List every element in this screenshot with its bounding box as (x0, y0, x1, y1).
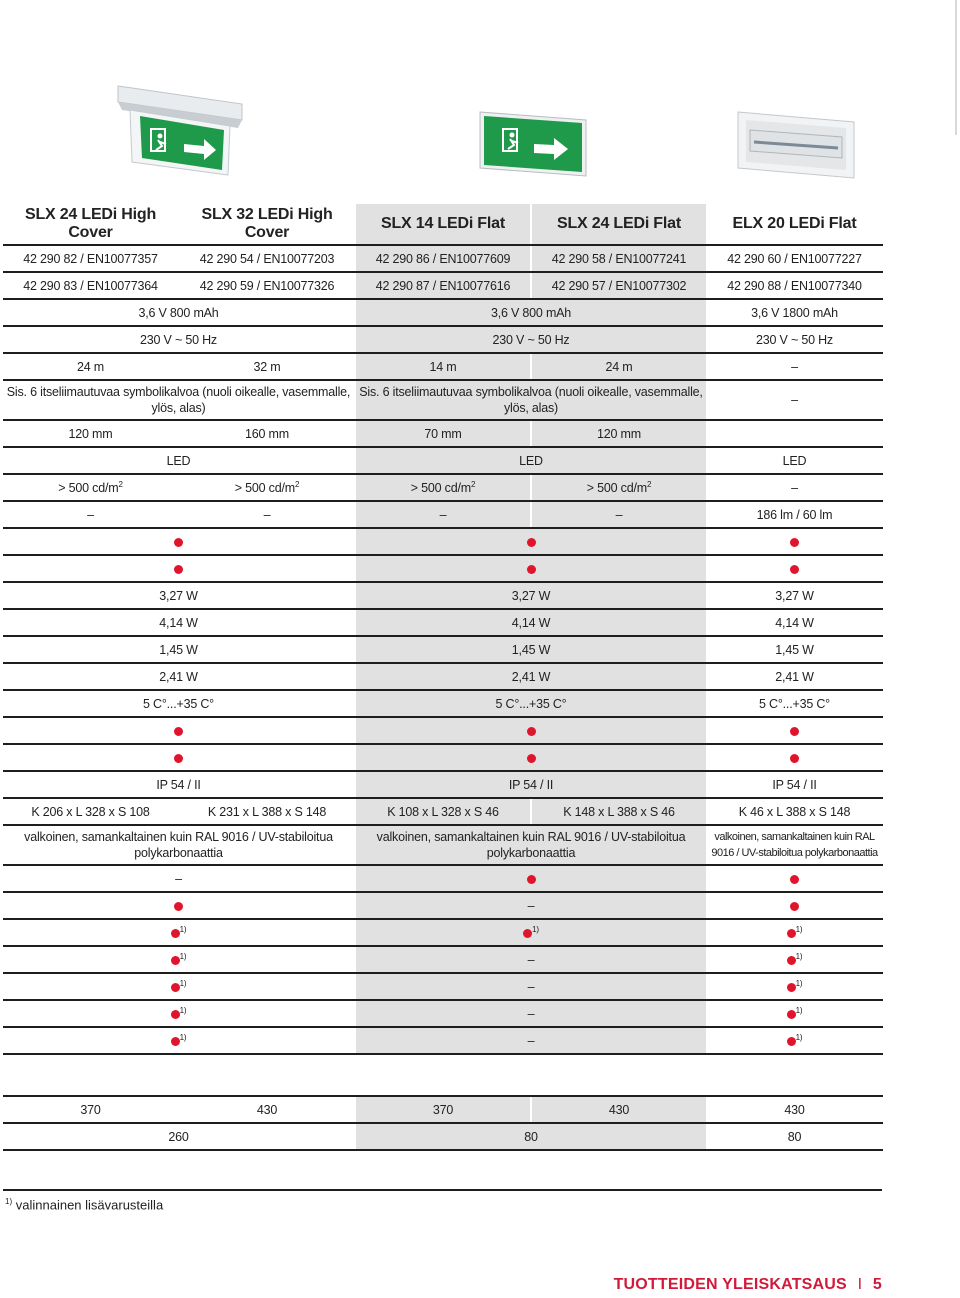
page-number: 5 (872, 1276, 882, 1293)
luminance-cell: > 500 $cd/m^2$ (355, 474, 531, 501)
lumen-cell: – (355, 501, 531, 528)
power-cell: 2,41 W (707, 663, 882, 690)
code-cell: 42 290 82 / EN10077357 (3, 245, 179, 272)
distance-cell: – (707, 353, 882, 380)
dimensions-cell: K 148 x L 388 x S 46 (531, 798, 707, 825)
feature-dot-icon (527, 538, 536, 547)
dimensions-cell: K 206 x L 328 x S 108 (3, 798, 179, 825)
section-title: TUOTTEIDEN YLEISKATSAUS (613, 1276, 847, 1293)
table-row (3, 717, 882, 744)
power-cell: 1,45 W (707, 636, 882, 663)
page-edge-line (955, 0, 957, 135)
dimensions-cell: K 231 x L 388 x S 148 (179, 798, 355, 825)
luminance-cell: > 500 $cd/m^2$ (179, 474, 355, 501)
table-row (3, 771, 882, 798)
table-row (3, 555, 882, 582)
table-row (3, 299, 882, 326)
product-name: SLX 24 LEDi Flat (531, 204, 707, 245)
feature-dot-icon (787, 1010, 796, 1019)
feature-cell (355, 528, 707, 555)
slx-flat-product-image (474, 108, 592, 180)
optional-feature-cell: 1) (355, 919, 707, 946)
feature-dot-icon (790, 875, 799, 884)
voltage-cell: 230 V ~ 50 Hz (707, 326, 882, 353)
number-cell: 370 (355, 1096, 531, 1123)
empty-cell (3, 1054, 882, 1096)
feature-dot-icon (174, 902, 183, 911)
lumen-cell: – (531, 501, 707, 528)
feature-dot-icon (171, 1010, 180, 1019)
optional-feature-cell: 1) (3, 946, 355, 973)
slx-high-cover-product-image (110, 80, 250, 185)
battery-cell: 3,6 V 800 mAh (355, 299, 707, 326)
symbol-height-cell: 160 mm (179, 420, 355, 447)
table-row (3, 380, 882, 420)
table-row (3, 528, 882, 555)
power-cell: 3,27 W (3, 582, 355, 609)
feature-cell (355, 744, 707, 771)
feature-dot-icon (787, 929, 796, 938)
table-row (3, 1027, 882, 1054)
material-cell: valkoinen, samankaltainen kuin RAL 9016 / UV-stabiloitua polykarbonaattia (3, 825, 355, 865)
temperature-cell: 5 C°...+35 C° (3, 690, 355, 717)
feature-dot-icon (790, 902, 799, 911)
table-row (3, 690, 882, 717)
power-cell: 4,14 W (355, 609, 707, 636)
feature-dot-icon (787, 956, 796, 965)
feature-dot-icon (527, 565, 536, 574)
table-row (3, 582, 882, 609)
table-row (3, 1096, 882, 1123)
temperature-cell: 5 C°...+35 C° (355, 690, 707, 717)
material-cell: valkoinen, samankaltainen kuin RAL 9016 / UV-stabiloitua polykarbonaattia (707, 825, 882, 865)
luminance-cell: > 500 $cd/m^2$ (531, 474, 707, 501)
feature-cell (3, 717, 355, 744)
table-row (3, 892, 882, 919)
table-row (3, 1054, 882, 1096)
optional-feature-cell: 1) (3, 973, 355, 1000)
footnote: $^{1)}$ valinnainen lisävarusteilla (5, 1197, 164, 1213)
luminance-cell: > 500 $cd/m^2$ (3, 474, 179, 501)
feature-dot-icon (171, 983, 180, 992)
feature-cell (3, 892, 355, 919)
lumen-cell: 186 lm / 60 lm (707, 501, 882, 528)
table-row (3, 919, 882, 946)
light-source-cell: LED (707, 447, 882, 474)
power-cell: 3,27 W (355, 582, 707, 609)
symbol-height-cell: 120 mm (3, 420, 179, 447)
feature-dot-icon (174, 565, 183, 574)
elx-flat-product-image (734, 108, 858, 184)
number-cell: 80 (707, 1123, 882, 1150)
feature-dot-icon (174, 538, 183, 547)
code-cell: 42 290 59 / EN10077326 (179, 272, 355, 299)
optional-feature-cell: 1) (3, 1000, 355, 1027)
table-row (3, 501, 882, 528)
power-cell: 2,41 W (355, 663, 707, 690)
number-cell: 430 (531, 1096, 707, 1123)
table-row (3, 973, 882, 1000)
table-row (3, 636, 882, 663)
feature-dot-icon (171, 1037, 180, 1046)
distance-cell: 24 m (3, 353, 179, 380)
symbol-height-cell: 120 mm (531, 420, 707, 447)
code-cell: 42 290 60 / EN10077227 (707, 245, 882, 272)
pictogram-cell: – (707, 380, 882, 420)
table-row (3, 946, 882, 973)
power-cell: 2,41 W (3, 663, 355, 690)
optional-feature-cell: 1) (3, 1027, 355, 1054)
table-row (3, 1000, 882, 1027)
code-cell: 42 290 57 / EN10077302 (531, 272, 707, 299)
feature-cell (707, 865, 882, 892)
feature-dot-icon (174, 727, 183, 736)
code-cell: 42 290 54 / EN10077203 (179, 245, 355, 272)
table-row (3, 272, 882, 299)
feature-dot-icon (790, 565, 799, 574)
number-cell: 370 (3, 1096, 179, 1123)
feature-dot-icon (174, 754, 183, 763)
power-cell: 4,14 W (707, 609, 882, 636)
feature-dot-icon (171, 929, 180, 938)
optional-feature-cell: 1) (707, 973, 882, 1000)
light-source-cell: LED (3, 447, 355, 474)
power-cell: 1,45 W (355, 636, 707, 663)
ip-class-cell: IP 54 / II (3, 771, 355, 798)
lumen-cell: – (179, 501, 355, 528)
code-cell: 42 290 83 / EN10077364 (3, 272, 179, 299)
empty-cell (707, 420, 882, 447)
feature-dot-icon (790, 727, 799, 736)
feature-dot-icon (790, 538, 799, 547)
distance-cell: 14 m (355, 353, 531, 380)
feature-dot-icon (527, 727, 536, 736)
page-footer (614, 1276, 882, 1294)
ip-class-cell: IP 54 / II (707, 771, 882, 798)
feature-dot-icon (787, 983, 796, 992)
optional-feature-cell: 1) (707, 1000, 882, 1027)
code-cell: 42 290 58 / EN10077241 (531, 245, 707, 272)
feature-cell (707, 744, 882, 771)
table-row (3, 744, 882, 771)
optional-feature-cell: 1) (707, 1027, 882, 1054)
table-bottom-rule (3, 1189, 882, 1191)
product-name: SLX 32 LEDi High Cover (179, 204, 355, 245)
optional-feature-cell: 1) (707, 919, 882, 946)
dimensions-cell: K 108 x L 328 x S 46 (355, 798, 531, 825)
temperature-cell: 5 C°...+35 C° (707, 690, 882, 717)
distance-cell: 24 m (531, 353, 707, 380)
power-cell: 4,14 W (3, 609, 355, 636)
power-cell: 1,45 W (3, 636, 355, 663)
feature-dot-icon (523, 929, 532, 938)
voltage-cell: 230 V ~ 50 Hz (355, 326, 707, 353)
feature-cell (707, 892, 882, 919)
product-name: ELX 20 LEDi Flat (707, 204, 882, 245)
material-cell: valkoinen, samankaltainen kuin RAL 9016 / UV-stabiloitua polykarbonaattia (355, 825, 707, 865)
battery-cell: 3,6 V 800 mAh (3, 299, 355, 326)
table-row (3, 353, 882, 380)
optional-feature-cell: 1) (3, 919, 355, 946)
ip-class-cell: IP 54 / II (355, 771, 707, 798)
feature-cell (3, 528, 355, 555)
feature-cell (707, 717, 882, 744)
dash-cell: – (355, 1027, 707, 1054)
header-row (3, 204, 882, 245)
table-row (3, 825, 882, 865)
number-cell: 430 (179, 1096, 355, 1123)
feature-cell (707, 555, 882, 582)
feature-cell (707, 528, 882, 555)
dimensions-cell: K 46 x L 388 x S 148 (707, 798, 882, 825)
symbol-height-cell: 70 mm (355, 420, 531, 447)
power-cell: 3,27 W (707, 582, 882, 609)
number-cell: 430 (707, 1096, 882, 1123)
table-row (3, 865, 882, 892)
number-cell: 80 (355, 1123, 707, 1150)
feature-dot-icon (527, 754, 536, 763)
dash-cell: – (355, 892, 707, 919)
pictogram-cell: Sis. 6 itseliimautuvaa symbolikalvoa (nuoli oikealle, vasemmalle, ylös, alas) (3, 380, 355, 420)
table-row (3, 420, 882, 447)
product-comparison-table (3, 204, 883, 1151)
table-row (3, 245, 882, 272)
number-cell: 260 (3, 1123, 355, 1150)
dash-cell: – (355, 1000, 707, 1027)
table-row (3, 1123, 882, 1150)
dash-cell: – (355, 973, 707, 1000)
table-row (3, 474, 882, 501)
optional-feature-cell: 1) (707, 946, 882, 973)
feature-cell (355, 555, 707, 582)
table-row (3, 609, 882, 636)
page-separator: I (857, 1276, 863, 1293)
product-name: SLX 14 LEDi Flat (355, 204, 531, 245)
feature-dot-icon (790, 754, 799, 763)
luminance-cell: – (707, 474, 882, 501)
feature-cell (3, 744, 355, 771)
voltage-cell: 230 V ~ 50 Hz (3, 326, 355, 353)
table-row (3, 447, 882, 474)
table-row (3, 663, 882, 690)
lumen-cell: – (3, 501, 179, 528)
product-name: SLX 24 LEDi High Cover (3, 204, 179, 245)
code-cell: 42 290 86 / EN10077609 (355, 245, 531, 272)
light-source-cell: LED (355, 447, 707, 474)
code-cell: 42 290 87 / EN10077616 (355, 272, 531, 299)
table-row (3, 326, 882, 353)
feature-cell (3, 555, 355, 582)
feature-dot-icon (171, 956, 180, 965)
dash-cell: – (3, 865, 355, 892)
feature-cell (355, 717, 707, 744)
distance-cell: 32 m (179, 353, 355, 380)
dash-cell: – (355, 946, 707, 973)
pictogram-cell: Sis. 6 itseliimautuvaa symbolikalvoa (nuoli oikealle, vasemmalle, ylös, alas) (355, 380, 707, 420)
table-row (3, 798, 882, 825)
feature-cell (355, 865, 707, 892)
code-cell: 42 290 88 / EN10077340 (707, 272, 882, 299)
battery-cell: 3,6 V 1800 mAh (707, 299, 882, 326)
feature-dot-icon (787, 1037, 796, 1046)
feature-dot-icon (527, 875, 536, 884)
